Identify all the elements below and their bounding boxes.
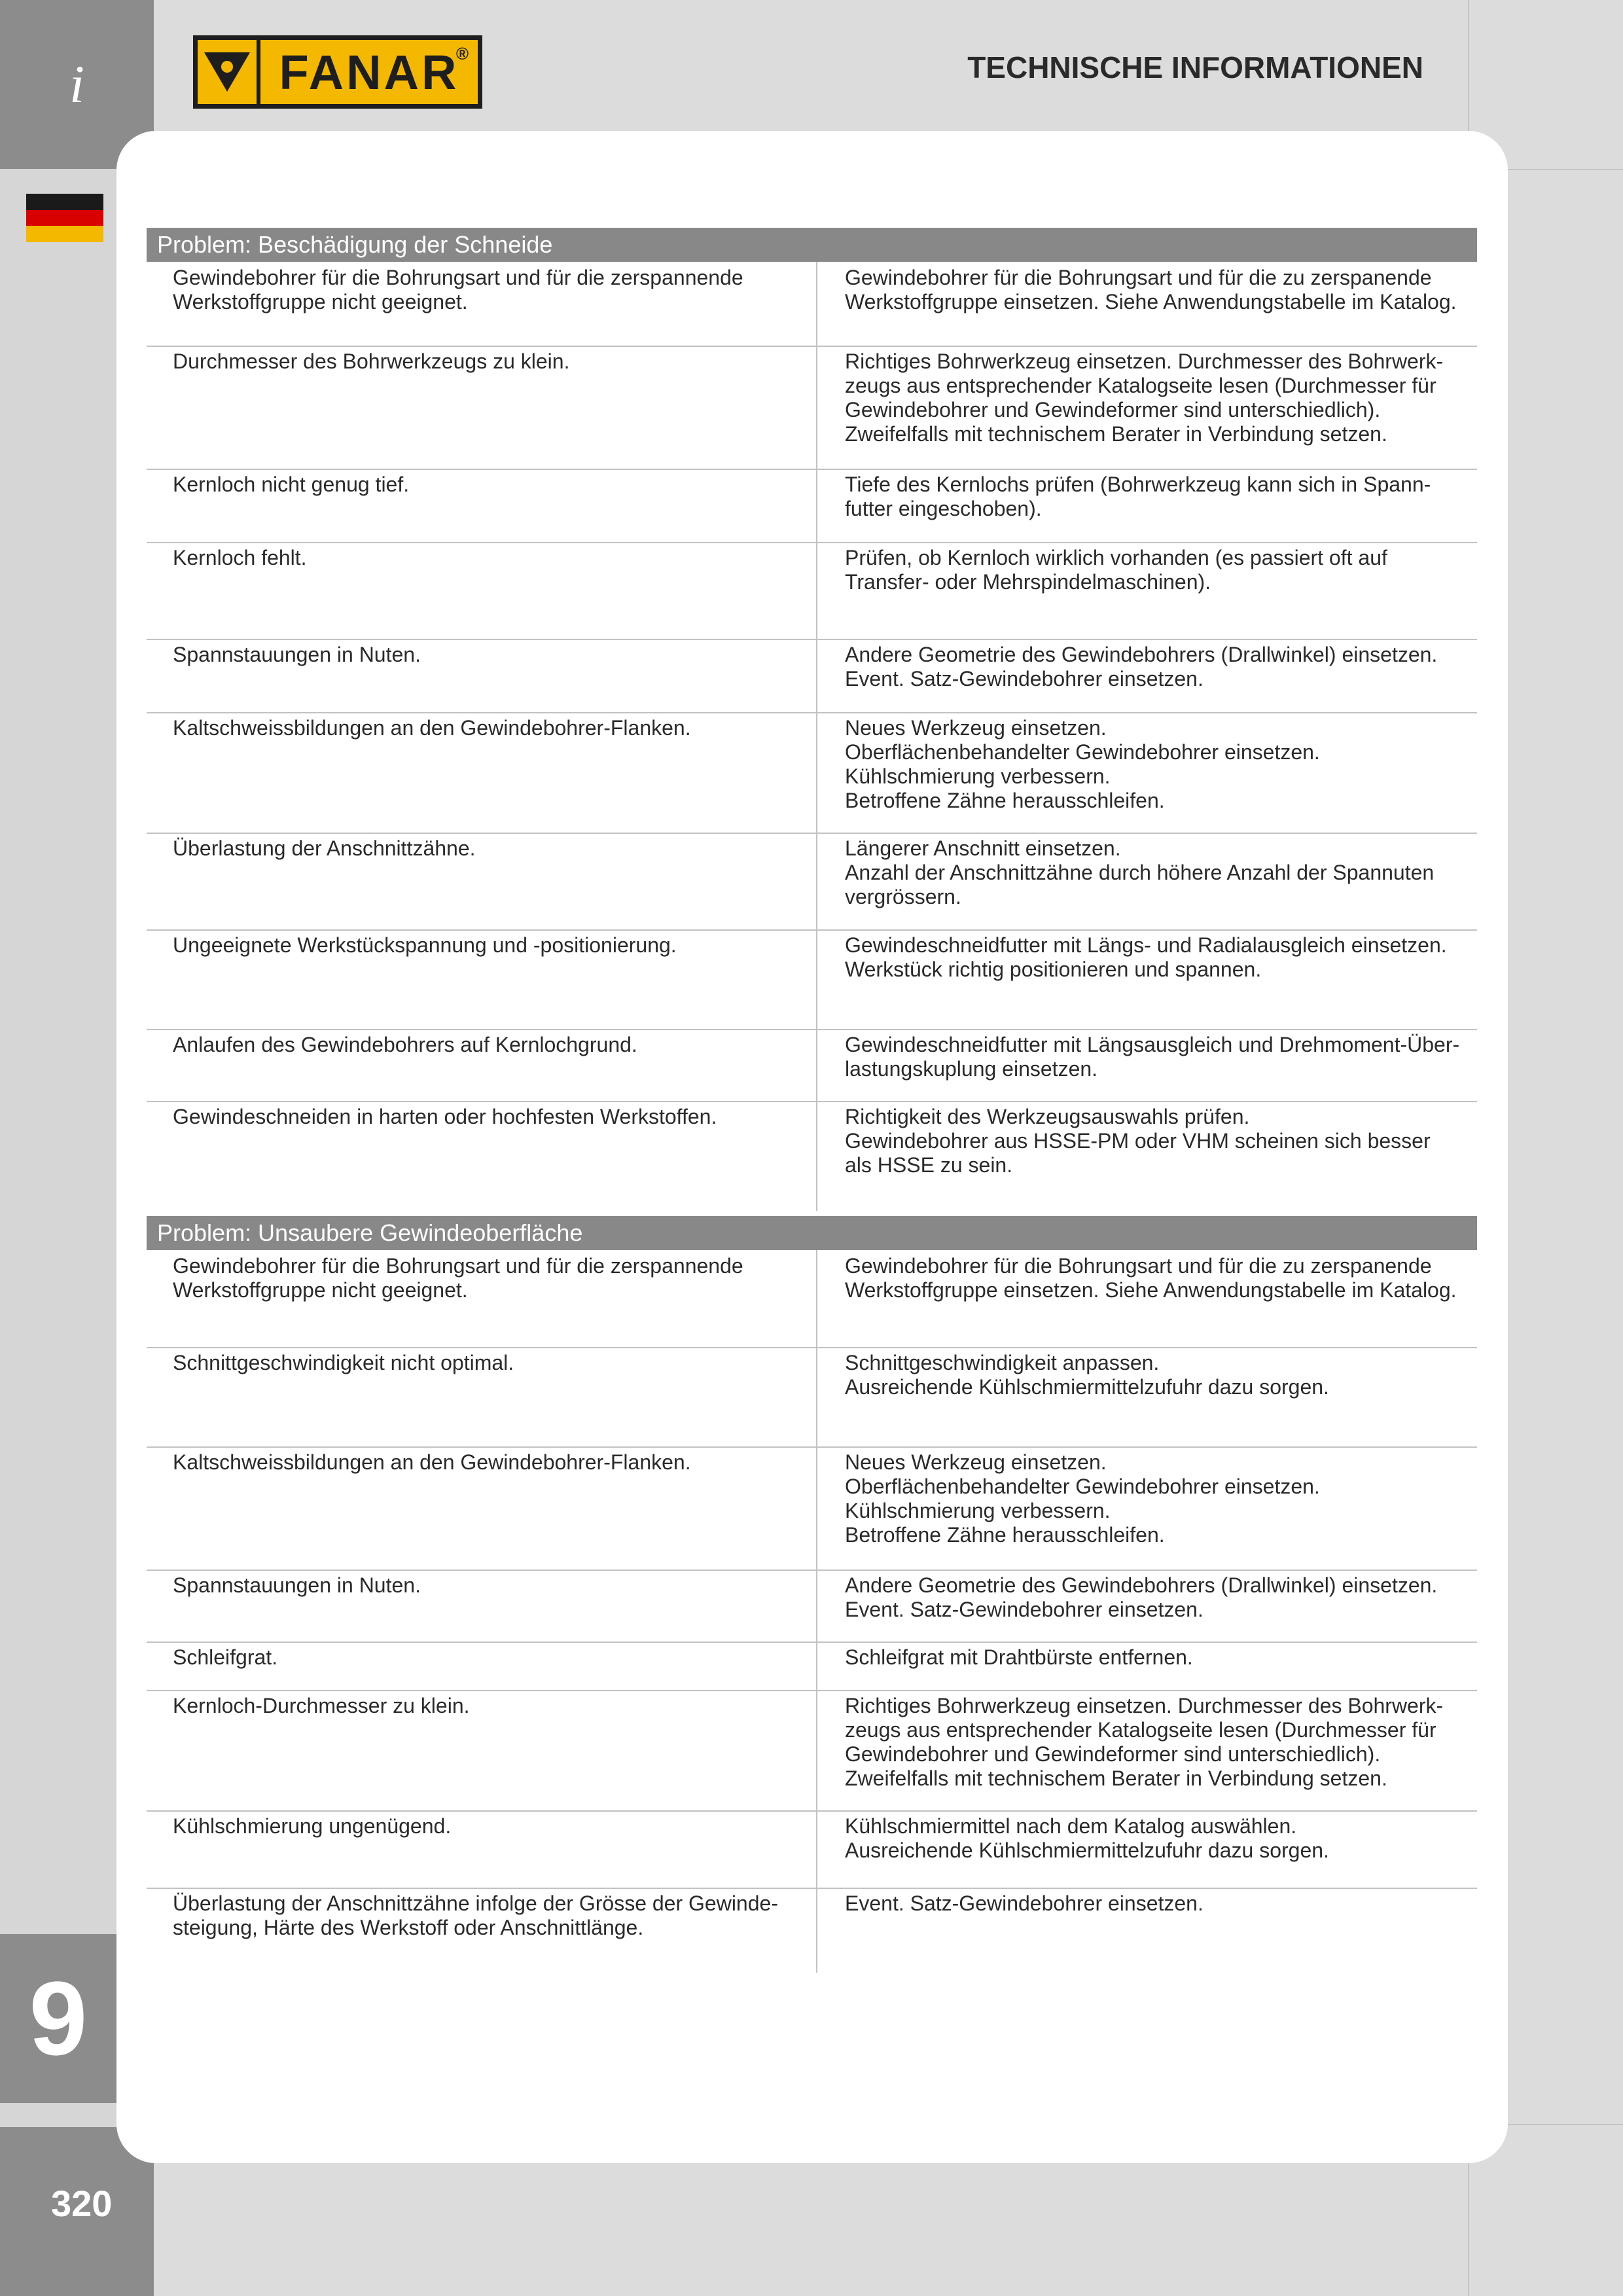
table-row <box>147 1101 1477 1211</box>
cause-cell <box>147 712 817 833</box>
cause-cell <box>147 1570 817 1641</box>
cause-text: Spannstauungen in Nuten. <box>173 643 421 666</box>
table-row <box>147 712 1477 834</box>
info-icon: i <box>69 54 84 114</box>
table-row <box>147 1347 1477 1448</box>
solution-text: Gewindebohrer für die Bohrungsart und für die zu zerspanende Werkstoffgruppe einsetzen. Siehe Anwendungstabelle im Katalog. <box>845 1254 1457 1302</box>
flag-stripe-black <box>26 194 103 210</box>
table-row <box>147 346 1477 470</box>
solution-cell <box>817 1446 1477 1570</box>
solution-text: Richtigkeit des Werkzeugsauswahls prüfen. Gewindebohrer aus HSSE-PM oder VHM scheinen sich besser als HSSE zu sein. <box>845 1105 1431 1177</box>
logo-v-shape <box>204 52 250 92</box>
solution-text: Neues Werkzeug einsetzen. Oberflächenbehandelter Gewindebohrer einsetzen. Kühlschmierung verbessern. Betroffene Zähne herausschleifen. <box>845 1450 1320 1547</box>
page-number: 320 <box>51 2183 113 2224</box>
cause-text: Gewindeschneiden in harten oder hochfesten Werkstoffen. <box>173 1105 717 1128</box>
page-title: TECHNISCHE INFORMATIONEN <box>967 50 1423 84</box>
cause-cell <box>147 1641 817 1690</box>
cause-text: Kernloch fehlt. <box>173 546 307 569</box>
cause-text: Gewindebohrer für die Bohrungsart und für die zerspannende Werkstoffgruppe nicht geeignet. <box>173 266 743 314</box>
table-row <box>147 469 1477 543</box>
table-row <box>147 1690 1477 1812</box>
logo-text: FANAR <box>279 45 459 99</box>
cause-cell <box>147 542 817 639</box>
solution-text: Schleifgrat mit Drahtbürste entfernen. <box>845 1645 1193 1669</box>
fanar-logo <box>193 35 482 109</box>
cause-cell <box>147 639 817 712</box>
table-row <box>147 542 1477 640</box>
table-row <box>147 1029 1477 1102</box>
cause-text: Überlastung der Anschnittzähne. <box>173 836 476 860</box>
cause-text: Spannstauungen in Nuten. <box>173 1573 421 1597</box>
table-row <box>147 639 1477 713</box>
flag-stripe-red <box>26 210 103 226</box>
table-row <box>147 1570 1477 1643</box>
table-row <box>147 1250 1477 1348</box>
cause-cell <box>147 1347 817 1446</box>
solution-text: Längerer Anschnitt einsetzen. Anzahl der Anschnittzähne durch höhere Anzahl der Spannuten vergrössern. <box>845 836 1435 908</box>
cause-text: Schnittgeschwindigkeit nicht optimal. <box>173 1351 514 1374</box>
cause-cell <box>147 1810 817 1888</box>
solution-cell <box>817 1690 1477 1810</box>
cause-text: Ungeeignete Werkstückspannung und -positionierung. <box>173 933 677 957</box>
solution-cell <box>817 1570 1477 1641</box>
cause-cell <box>147 469 817 542</box>
logo-v-icon <box>198 40 257 104</box>
solution-text: Event. Satz-Gewindebohrer einsetzen. <box>845 1892 1204 1915</box>
cause-text: Kaltschweissbildungen an den Gewindebohrer-Flanken. <box>173 1450 691 1474</box>
solution-cell <box>817 639 1477 712</box>
solution-text: Tiefe des Kernlochs prüfen (Bohrwerkzeug kann sich in Spann- futter eingeschoben). <box>845 473 1431 520</box>
solution-cell <box>817 1810 1477 1888</box>
cause-cell <box>147 346 817 469</box>
cause-cell <box>147 1101 817 1211</box>
solution-text: Andere Geometrie des Gewindebohrers (Drallwinkel) einsetzen. Event. Satz-Gewindebohrer einsetzen. <box>845 1573 1438 1621</box>
solution-text: Andere Geometrie des Gewindebohrers (Drallwinkel) einsetzen. Event. Satz-Gewindebohrer einsetzen. <box>845 643 1438 691</box>
solution-cell <box>817 1029 1477 1101</box>
cause-cell <box>147 1446 817 1570</box>
cause-cell <box>147 929 817 1029</box>
logo-registered-mark: ® <box>455 44 471 63</box>
table-row <box>147 1888 1477 1973</box>
german-flag-icon <box>26 194 103 242</box>
cause-cell <box>147 1888 817 1973</box>
solution-text: Gewindebohrer für die Bohrungsart und für die zu zerspanende Werkstoffgruppe einsetzen. Siehe Anwendungstabelle im Katalog. <box>845 266 1457 314</box>
table-row <box>147 1641 1477 1691</box>
section-header: Problem: Beschädigung der Schneide <box>147 228 1477 262</box>
solution-cell <box>817 1888 1477 1973</box>
chapter-number: 9 <box>0 1934 116 2103</box>
section-header: Problem: Unsaubere Gewindeoberfläche <box>147 1216 1477 1250</box>
solution-text: Schnittgeschwindigkeit anpassen. Ausreichende Kühlschmiermittelzufuhr dazu sorgen. <box>845 1351 1329 1399</box>
logo-wordmark <box>260 40 478 104</box>
solution-cell <box>817 469 1477 542</box>
cause-cell <box>147 833 817 929</box>
cause-text: Anlaufen des Gewindebohrers auf Kernlochgrund. <box>173 1033 637 1056</box>
cause-cell <box>147 262 817 346</box>
table-row <box>147 1446 1477 1571</box>
solution-cell <box>817 262 1477 346</box>
cause-text: Kaltschweissbildungen an den Gewindebohrer-Flanken. <box>173 716 691 740</box>
solution-text: Gewindeschneidfutter mit Längs- und Radialausgleich einsetzen. Werkstück richtig positionieren und spannen. <box>845 933 1447 981</box>
solution-cell <box>817 833 1477 929</box>
solution-text: Neues Werkzeug einsetzen. Oberflächenbehandelter Gewindebohrer einsetzen. Kühlschmierung verbessern. Betroffene Zähne herausschleifen. <box>845 716 1320 812</box>
solution-cell <box>817 1347 1477 1446</box>
cause-text: Durchmesser des Bohrwerkzeugs zu klein. <box>173 350 570 373</box>
solution-text: Kühlschmiermittel nach dem Katalog auswählen. Ausreichende Kühlschmiermittelzufuhr dazu sorgen. <box>845 1814 1329 1862</box>
table-row <box>147 1810 1477 1889</box>
cause-text: Gewindebohrer für die Bohrungsart und für die zerspannende Werkstoffgruppe nicht geeignet. <box>173 1254 743 1302</box>
solution-text: Richtiges Bohrwerkzeug einsetzen. Durchmesser des Bohrwerk- zeugs aus entsprechender Katalogseite lesen (Durchmesser für Gewindebohrer und Gewindeformer sind unterschiedlich). Zweifelfalls mit technischem Berater in Verbindung setzen. <box>845 350 1444 446</box>
solution-text: Richtiges Bohrwerkzeug einsetzen. Durchmesser des Bohrwerk- zeugs aus entsprechender Katalogseite lesen (Durchmesser für Gewindebohrer und Gewindeformer sind unterschiedlich). Zweifelfalls mit technischem Berater in Verbindung setzen. <box>845 1694 1444 1790</box>
solution-cell <box>817 712 1477 833</box>
solution-cell <box>817 1101 1477 1211</box>
solution-text: Gewindeschneidfutter mit Längsausgleich und Drehmoment-Über- lastungskuplung einsetzen. <box>845 1033 1460 1081</box>
solution-cell <box>817 542 1477 639</box>
solution-cell <box>817 929 1477 1029</box>
solution-text: Prüfen, ob Kernloch wirklich vorhanden (es passiert oft auf Transfer- oder Mehrspindelmaschinen). <box>845 546 1387 594</box>
solution-cell <box>817 1641 1477 1690</box>
cause-text: Kühlschmierung ungenügend. <box>173 1814 452 1838</box>
cause-cell <box>147 1029 817 1101</box>
cause-text: Kernloch-Durchmesser zu klein. <box>173 1694 470 1717</box>
flag-stripe-gold <box>26 226 103 242</box>
table-row <box>147 262 1477 347</box>
cause-text: Schleifgrat. <box>173 1645 278 1669</box>
table-row <box>147 929 1477 1030</box>
solution-cell <box>817 346 1477 469</box>
cause-text: Überlastung der Anschnittzähne infolge der Grösse der Gewinde- steigung, Härte des Werkstoff oder Anschnittlänge. <box>173 1892 778 1939</box>
cause-cell <box>147 1690 817 1810</box>
solution-cell <box>817 1250 1477 1347</box>
table-row <box>147 833 1477 931</box>
cause-cell <box>147 1250 817 1347</box>
cause-text: Kernloch nicht genug tief. <box>173 473 410 496</box>
